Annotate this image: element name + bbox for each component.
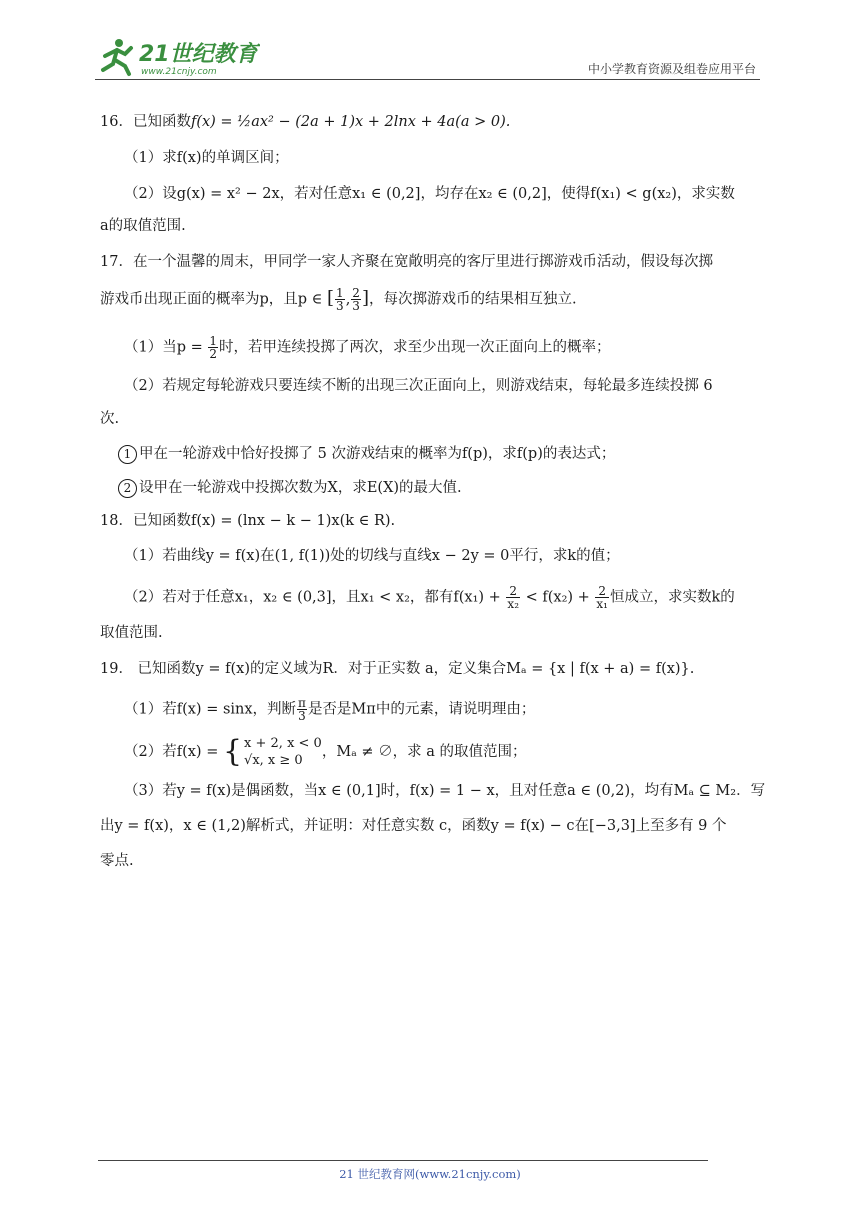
q16-part2-line2: a的取值范围. (100, 218, 186, 234)
circled-number-1: 1 (118, 445, 137, 464)
q19-part2: （2）若f(x) = { x + 2, x < 0 √x, x ≥ 0 ，Mₐ ≠ ∅，求 a 的取值范围； (124, 734, 527, 769)
runner-icon (103, 39, 131, 74)
q17-sub1: 1 甲在一轮游戏中恰好投掷了 5 次游戏结束的概率为f(p)，求f(p)的表达式； (118, 443, 615, 465)
q19-part3-line3: 零点. (100, 853, 134, 869)
piecewise-cases: x + 2, x < 0 √x, x ≥ 0 (244, 736, 322, 768)
fraction-2-over-x2: $\frac{2}{\text{x₂}}$ (507, 584, 519, 611)
logo-url: www.21cnjy.com (141, 67, 217, 77)
logo-text: 21世纪教育 (139, 42, 258, 67)
fraction-pi-over-3: $\frac{\pi}{3}$ (298, 696, 306, 723)
q19-part3-line1: （3）若y = f(x)是偶函数，当x ∈ (0,1]时，f(x) = 1 − x，且对任意a ∈ (0,2)，均有Mₐ ⊆ M₂．写 (124, 783, 766, 799)
q17-part2-line2: 次. (100, 411, 120, 427)
q18-part1: （1）若曲线y = f(x)在(1, f(1))处的切线与直线x − 2y = 0平行，求k的值； (124, 548, 620, 564)
q17-part1: （1）当p = $\frac{1}{2}$ 时，若甲连续投掷了两次，求至少出现一次正面向上的概率； (124, 334, 611, 361)
header-platform-text: 中小学教育资源及组卷应用平台 (587, 62, 756, 76)
q18-part2-line1: （2）若对于任意x₁，x₂ ∈ (0,3]，且x₁ < x₂，都有f(x₁) + $\frac{2}{\text{x₂}}$ < f(x₂) + $\frac{2}{\text{x₁}}$ 恒成立，求实数k的 (124, 584, 735, 611)
footer-divider (98, 1160, 708, 1161)
q17-stem-line2: 游戏币出现正面的概率为p，且p ∈ [ $\frac{1}{3}$ , $\frac{2}{3}$ ]，每次掷游戏币的结果相互独立. (100, 286, 577, 313)
q17-part2-line1: （2）若规定每轮游戏只要连续不断的出现三次正面向上，则游戏结束，每轮最多连续投掷 6 (124, 378, 713, 394)
header-divider (95, 79, 760, 80)
q19-part3-line2: 出y = f(x)，x ∈ (1,2)解析式，并证明：对任意实数 c，函数y = f(x) − c在[−3,3]上至多有 9 个 (100, 818, 727, 834)
q17-stem-line1: 17．在一个温馨的周末，甲同学一家人齐聚在宽敞明亮的客厅里进行掷游戏币活动，假设每次掷 (100, 254, 713, 270)
site-logo (95, 34, 260, 78)
fraction-2-over-x1: $\frac{2}{\text{x₁}}$ (596, 584, 608, 611)
footer-text: 21 世纪教育网(www.21cnjy.com) (339, 1167, 521, 1181)
q16-stem: 16．已知函数f(x) = ½ax² − (2a + 1)x + 2lnx + 4a(a > 0). (100, 114, 511, 130)
q17-sub2: 2 设甲在一轮游戏中投掷次数为X，求E(X)的最大值. (118, 477, 462, 499)
q19-stem: 19． 已知函数y = f(x)的定义域为R．对于正实数 a，定义集合Mₐ = {x | f(x + a) = f(x)}. (100, 661, 695, 677)
q18-part2-line2: 取值范围. (100, 625, 163, 641)
fraction-two-thirds: $\frac{2}{3}$ (352, 286, 360, 313)
q19-part1: （1）若f(x) = sinx，判断 $\frac{\pi}{3}$ 是否是Mπ中的元素，请说明理由； (124, 696, 536, 723)
q16-part2-line1: （2）设g(x) = x² − 2x，若对任意x₁ ∈ (0,2]，均存在x₂ ∈ (0,2]，使得f(x₁) < g(x₂)，求实数 (124, 186, 735, 202)
circled-number-2: 2 (118, 479, 137, 498)
fraction-one-third: $\frac{1}{3}$ (336, 286, 344, 313)
q16-part1: （1）求f(x)的单调区间； (124, 150, 289, 166)
fraction-one-half: $\frac{1}{2}$ (209, 334, 218, 361)
q18-stem: 18．已知函数f(x) = (lnx − k − 1)x(k ∈ R). (100, 513, 396, 529)
